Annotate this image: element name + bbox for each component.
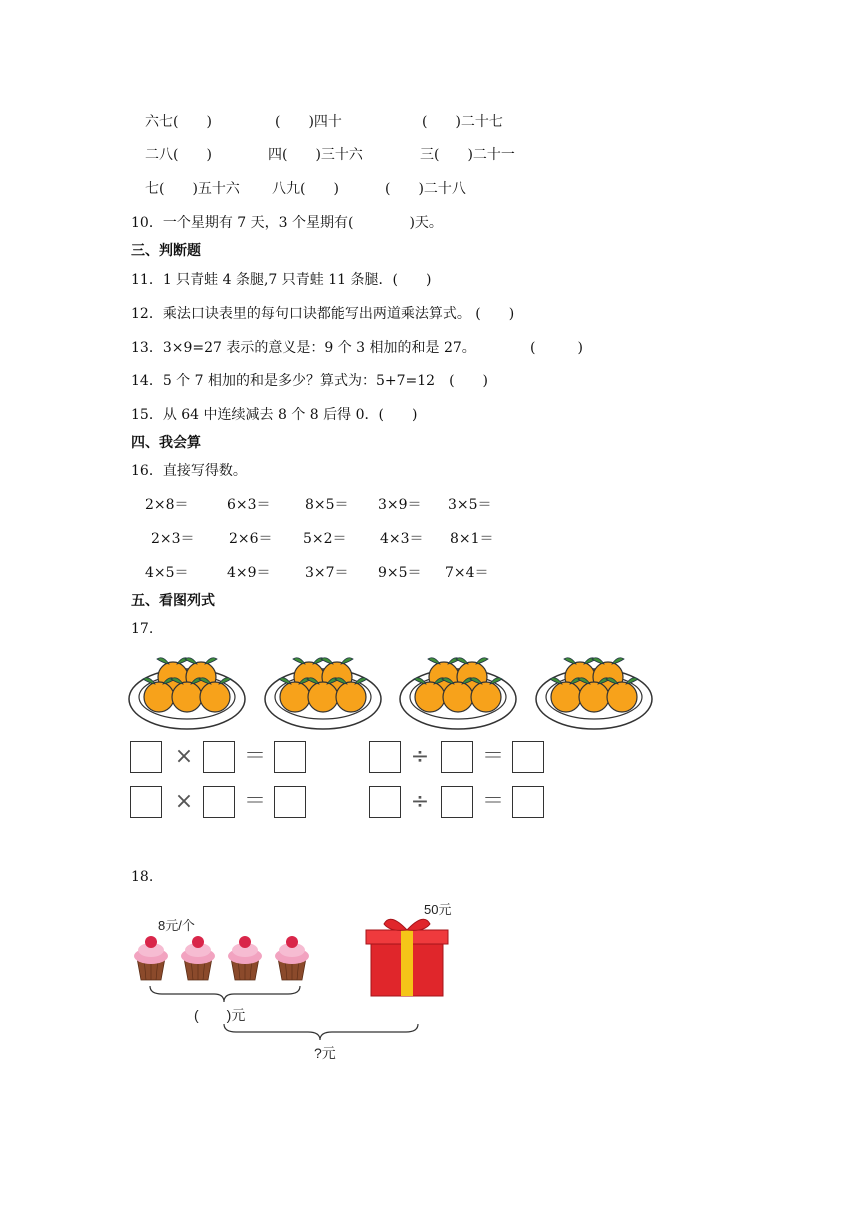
calc-2-4: 4×3＝ xyxy=(380,531,424,547)
question-17: 17. xyxy=(131,621,154,637)
divide-sign: ÷ xyxy=(410,744,430,769)
calc-2-3: 5×2＝ xyxy=(303,531,347,547)
calc-1-4: 3×9＝ xyxy=(378,497,422,513)
times-sign: × xyxy=(174,744,194,769)
calc-3-2: 4×9＝ xyxy=(227,565,271,581)
calc-2-5: 8×1＝ xyxy=(450,531,494,547)
calc-3-5: 7×4＝ xyxy=(445,565,489,581)
answer-box-2d[interactable] xyxy=(369,786,401,818)
bracket-cupcakes xyxy=(150,986,300,1002)
cupcake-gift-illustration xyxy=(128,898,468,1068)
bracket-total-label: ?元 xyxy=(314,1045,336,1061)
answer-box-2f[interactable] xyxy=(512,786,544,818)
question-10: 10．一个星期有 7 天，3 个星期有( )天。 xyxy=(131,215,443,231)
answer-box-2e[interactable] xyxy=(441,786,473,818)
equals-sign: ＝ xyxy=(481,744,504,769)
answer-box-2a[interactable] xyxy=(130,786,162,818)
gift-box xyxy=(366,919,448,996)
calc-2-2: 2×6＝ xyxy=(229,531,273,547)
equals-sign: ＝ xyxy=(243,744,266,769)
equals-sign: ＝ xyxy=(481,789,504,814)
q9-row-2-c: 三( )二十一 xyxy=(420,147,515,163)
times-sign: × xyxy=(174,789,194,814)
calc-1-1: 2×8＝ xyxy=(145,497,189,513)
answer-box-2b[interactable] xyxy=(203,786,235,818)
cupcake-4 xyxy=(275,936,309,980)
cupcake-1 xyxy=(134,936,168,980)
q9-row-2-b: 四( )三十六 xyxy=(268,147,363,163)
calc-2-1: 2×3＝ xyxy=(151,531,195,547)
answer-box-1e[interactable] xyxy=(441,741,473,773)
section-4-heading: 四、我会算 xyxy=(131,435,201,451)
question-12: 12．乘法口诀表里的每句口诀都能写出两道乘法算式。 ( ) xyxy=(131,306,515,322)
plate-1 xyxy=(129,658,245,729)
question-13: 13．3×9=27 表示的意义是：9 个 3 相加的和是 27。 xyxy=(131,340,476,356)
calc-1-3: 8×5＝ xyxy=(305,497,349,513)
answer-box-1f[interactable] xyxy=(512,741,544,773)
question-11: 11．1 只青蛙 4 条腿,7 只青蛙 11 条腿．( ) xyxy=(131,272,432,288)
question-14: 14．5 个 7 相加的和是多少？算式为：5+7=12 ( ) xyxy=(131,373,488,389)
section-5-heading: 五、看图列式 xyxy=(131,593,215,609)
plate-4 xyxy=(536,658,652,729)
q9-row-3-a: 七( )五十六 xyxy=(145,181,240,197)
q9-row-3-c: ( )二十八 xyxy=(385,181,466,197)
gift-price: 50元 xyxy=(424,902,452,917)
bracket-total xyxy=(224,1024,418,1040)
divide-sign: ÷ xyxy=(410,789,430,814)
calc-1-2: 6×3＝ xyxy=(227,497,271,513)
q9-row-2-a: 二八( ) xyxy=(145,147,212,163)
cupcake-2 xyxy=(181,936,215,980)
question-18: 18. xyxy=(131,869,154,885)
calc-3-4: 9×5＝ xyxy=(378,565,422,581)
plate-2 xyxy=(265,658,381,729)
cupcake-3 xyxy=(228,936,262,980)
answer-box-1b[interactable] xyxy=(203,741,235,773)
answer-box-1c[interactable] xyxy=(274,741,306,773)
q9-row-1-c: ( )二十七 xyxy=(422,114,503,130)
question-15: 15．从 64 中连续减去 8 个 8 后得 0．( ) xyxy=(131,407,418,423)
bracket-cupcakes-label: ( )元 xyxy=(194,1007,246,1023)
answer-box-1d[interactable] xyxy=(369,741,401,773)
equals-sign: ＝ xyxy=(243,789,266,814)
orange-plates-illustration xyxy=(125,645,665,735)
answer-box-2c[interactable] xyxy=(274,786,306,818)
calc-3-3: 3×7＝ xyxy=(305,565,349,581)
price-per-cupcake: 8元/个 xyxy=(158,918,195,933)
question-13-paren: ( ) xyxy=(530,340,583,356)
answer-box-1a[interactable] xyxy=(130,741,162,773)
calc-3-1: 4×5＝ xyxy=(145,565,189,581)
question-16: 16．直接写得数。 xyxy=(131,463,247,479)
q9-row-1-b: ( )四十 xyxy=(275,114,342,130)
plate-3 xyxy=(400,658,516,729)
q9-row-1-a: 六七( ) xyxy=(145,114,212,130)
calc-1-5: 3×5＝ xyxy=(448,497,492,513)
section-3-heading: 三、判断题 xyxy=(131,243,201,259)
q9-row-3-b: 八九( ) xyxy=(272,181,339,197)
